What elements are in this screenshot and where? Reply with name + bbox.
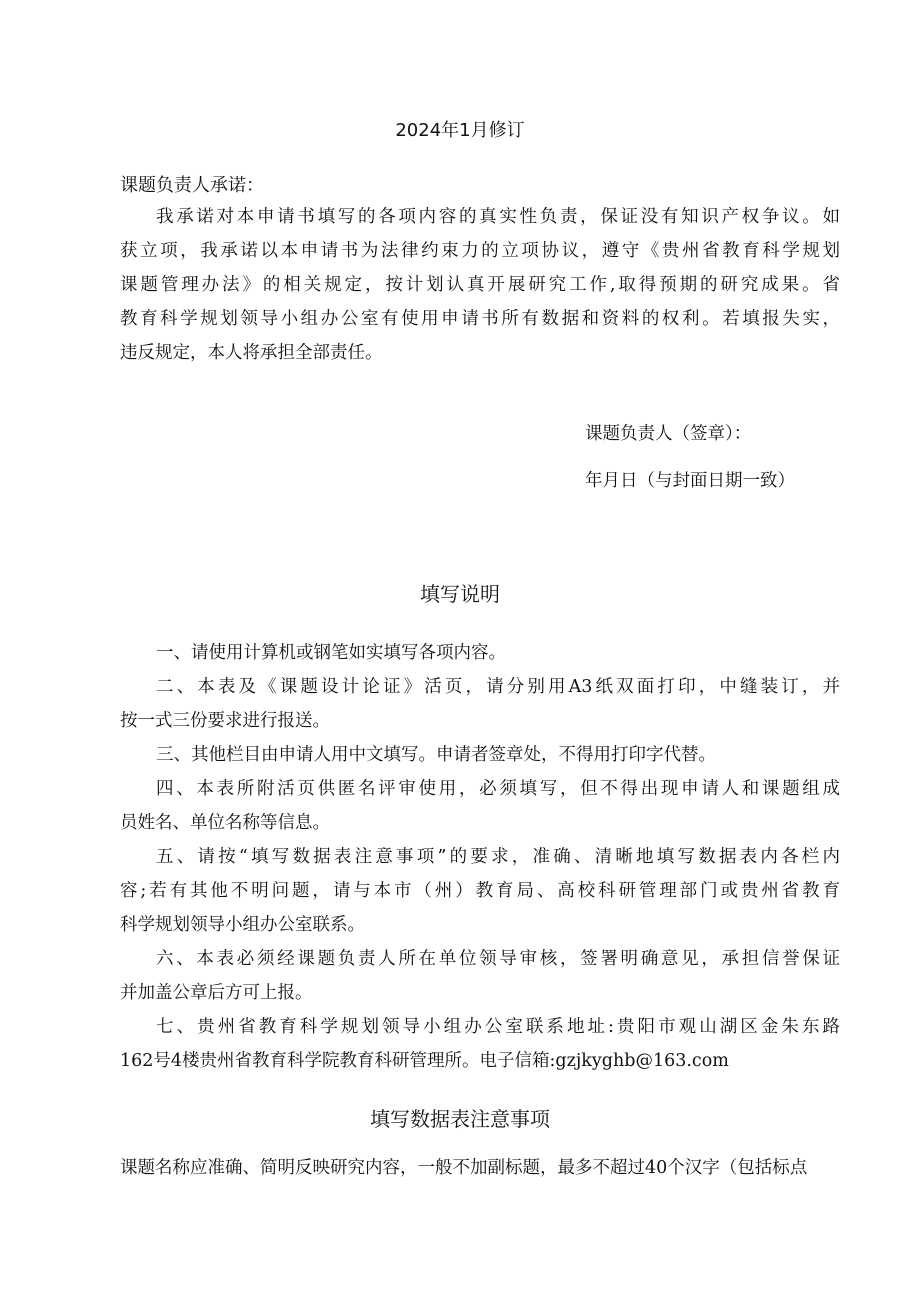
instruction-item bbox=[120, 840, 840, 942]
instruction-item bbox=[120, 942, 840, 1010]
signature-label: 课题负责人（签章）： bbox=[585, 424, 752, 444]
commitment-line: 我承诺对本申请书填写的各项内容的真实性负责，保证没有知识产权争议。如 bbox=[156, 207, 840, 227]
revision-date: 2024年1月修订 bbox=[395, 120, 525, 141]
instruction-line: 七、贵州省教育科学规划领导小组办公室联系地址:贵阳市观山湖区金朱东路 bbox=[156, 1017, 840, 1037]
instructions-title: 填写说明 bbox=[420, 582, 500, 606]
instruction-line: 三、其他栏目由申请人用中文填写。申请者签章处，不得用打印字代替。 bbox=[156, 745, 716, 765]
instruction-line: 162号4楼贵州省教育科学院教育科研管理所。电子信箱:gzjkyghb@163.com bbox=[120, 1051, 729, 1071]
instruction-line: 五、请按“填写数据表注意事项”的要求，准确、清晰地填写数据表内各栏内 bbox=[156, 847, 840, 867]
instruction-item bbox=[120, 772, 840, 840]
instruction-line: 一、请使用计算机或钢笔如实填写各项内容。 bbox=[156, 643, 506, 663]
instruction-item bbox=[120, 1010, 840, 1078]
instruction-line: 科学规划领导小组办公室联系。 bbox=[120, 915, 365, 935]
instructions-list bbox=[120, 636, 840, 1078]
data-notes-title: 填写数据表注意事项 bbox=[370, 1107, 550, 1131]
commitment-paragraph bbox=[120, 200, 840, 370]
date-label: 年月日（与封面日期一致） bbox=[585, 471, 795, 491]
instruction-line: 员姓名、单位名称等信息。 bbox=[120, 813, 330, 833]
commitment-line: 违反规定，本人将承担全部责任。 bbox=[120, 343, 383, 363]
instruction-line: 并加盖公章后方可上报。 bbox=[120, 983, 313, 1003]
commitment-line: 课题管理办法》的相关规定，按计划认真开展研究工作,取得预期的研究成果。省 bbox=[120, 275, 840, 295]
instruction-line: 按一式三份要求进行报送。 bbox=[120, 711, 330, 731]
instruction-line: 容;若有其他不明问题，请与本市（州）教育局、高校科研管理部门或贵州省教育 bbox=[120, 881, 840, 901]
instruction-line: 六、本表必须经课题负责人所在单位领导审核，签署明确意见，承担信誉保证 bbox=[156, 949, 840, 969]
instruction-item bbox=[120, 636, 840, 670]
commitment-line: 教育科学规划领导小组办公室有使用申请书所有数据和资料的权利。若填报失实， bbox=[120, 309, 840, 329]
commitment-heading: 课题负责人承诺： bbox=[120, 175, 264, 196]
commitment-line: 获立项，我承诺以本申请书为法律约束力的立项协议，遵守《贵州省教育科学规划 bbox=[120, 241, 840, 261]
data-notes-text: 课题名称应准确、简明反映研究内容，一般不加副标题，最多不超过40个汉字（包括标点 bbox=[120, 1158, 808, 1178]
instruction-item bbox=[120, 670, 840, 738]
instruction-line: 四、本表所附活页供匿名评审使用，必须填写，但不得出现申请人和课题组成 bbox=[156, 779, 840, 799]
instruction-line: 二、本表及《课题设计论证》活页，请分别用A3纸双面打印，中缝装订，并 bbox=[156, 677, 840, 697]
instruction-item bbox=[120, 738, 840, 772]
